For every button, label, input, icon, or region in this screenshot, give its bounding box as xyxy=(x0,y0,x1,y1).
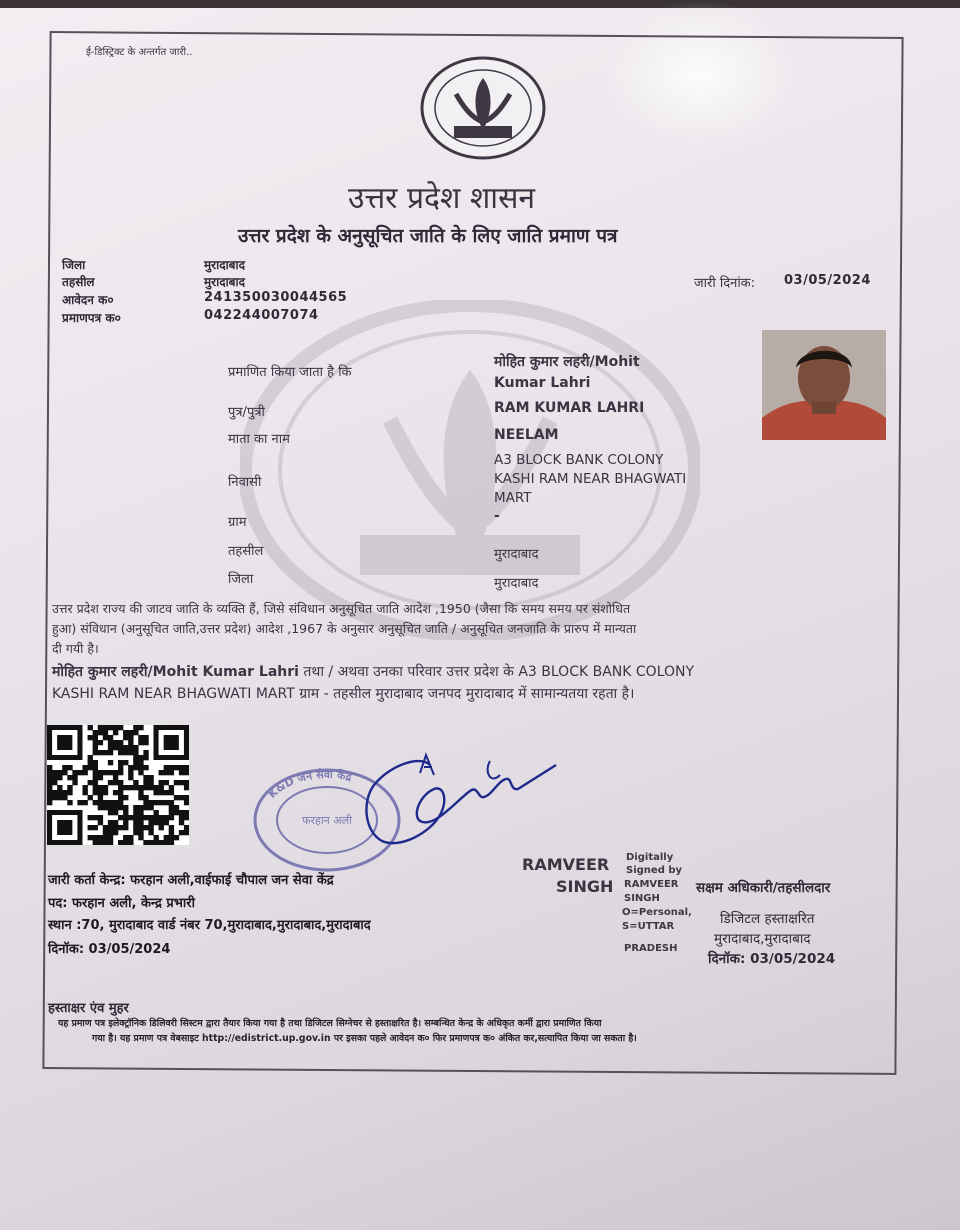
digital-sign-detail-4: SINGH xyxy=(624,893,660,904)
certificate-number-label: प्रमाणपत्र क० xyxy=(62,311,121,325)
relation-label: पुत्र/पुत्री xyxy=(228,405,265,420)
resident-label: निवासी xyxy=(228,475,262,490)
mother-label: माता का नाम xyxy=(228,432,290,447)
signer-name-line2: SINGH xyxy=(556,877,614,896)
village-value: - xyxy=(494,508,500,524)
digital-sign-detail-2: Signed by xyxy=(626,865,683,876)
authority-signed: डिजिटल हस्ताक्षरित xyxy=(720,911,815,927)
sign-and-seal-label: हस्ताक्षर एंव मुहर xyxy=(48,1001,129,1016)
certificate-number: 042244007074 xyxy=(204,308,319,323)
authority-place: मुरादाबाद,मुरादाबाद xyxy=(714,931,811,947)
field-tehsil-label: तहसील xyxy=(228,544,264,559)
digital-sign-detail-6: S=UTTAR xyxy=(622,921,675,932)
qr-code[interactable] xyxy=(47,725,189,845)
signer-name-line1: RAMVEER xyxy=(522,855,610,874)
stamp-ring-text: K&D जन सेवा केंद्र xyxy=(265,768,353,801)
handwritten-signature xyxy=(360,745,560,855)
digital-sign-detail-1: Digitally xyxy=(626,852,674,863)
caste-statement-line1: उत्तर प्रदेश राज्य की जाटव जाति के व्यक्ति हैं, जिसे संविधान अनुसूचित जाति आदेश ,1950 (जैसा कि समय समय पर संशोधित xyxy=(52,601,631,616)
stamp-center-text: फरहान अली xyxy=(302,814,352,827)
tehsil-label: तहसील xyxy=(62,275,95,289)
applicant-name-line1: मोहित कुमार लहरी/Mohit xyxy=(494,354,640,370)
up-government-seal xyxy=(420,56,546,160)
caste-statement-line3: दी गयी है। xyxy=(52,641,99,656)
footer-note-line1: यह प्रमाण पत्र इलेक्ट्रॉनिक डिलिवरी सिस्टम द्वारा तैयार किया गया है तथा डिजिटल सिग्नेचर से हस्ताक्षरित है। सम्बन्धित केन्द्र के अधिकृत कर्मी द्वारा प्रमाणित किया xyxy=(58,1018,602,1029)
tehsil-value: मुरादाबाद xyxy=(204,275,246,289)
applicant-portrait xyxy=(762,330,886,440)
residence-line1 xyxy=(52,662,694,681)
issuer-place: स्थान :70, मुरादाबाद वार्ड नंबर 70,मुरादाबाद,मुरादाबाद,मुरादाबाद xyxy=(48,918,371,933)
address-line3: MART xyxy=(494,490,532,506)
field-district-value: मुरादाबाद xyxy=(494,576,539,591)
address-line2: KASHI RAM NEAR BHAGWATI xyxy=(494,471,687,487)
issuer-date: दिनॉक: 03/05/2024 xyxy=(48,942,171,957)
applicant-photo xyxy=(762,330,886,440)
address-line1: A3 BLOCK BANK COLONY xyxy=(494,452,664,468)
issue-date: 03/05/2024 xyxy=(784,273,871,288)
issue-date-label: जारी दिनांक: xyxy=(694,276,756,291)
qr-code-graphic xyxy=(47,725,189,845)
residence-text: तथा / अथवा उनका परिवार उत्तर प्रदेश के A3 BLOCK BANK COLONY xyxy=(303,664,695,680)
field-tehsil-value: मुरादाबाद xyxy=(494,547,539,562)
district-label: जिला xyxy=(62,258,86,272)
issuing-center: जारी कर्ता केन्द्र: फरहान अली,वाईफाई चौपाल जन सेवा केंद्र xyxy=(48,873,334,888)
digital-sign-detail-7: PRADESH xyxy=(624,943,678,954)
photo-edge-shadow xyxy=(0,0,960,8)
village-label: ग्राम xyxy=(228,515,247,530)
digital-sign-detail-3: RAMVEER xyxy=(624,879,679,890)
footer-note-line2: गया है। यह प्रमाण पत्र वेबसाइट http://edistrict.up.gov.in पर इसका पहले आवेदन क० फिर प्रमाणपत्र क० अंकित कर,सत्यापित किया जा सकता है। xyxy=(92,1033,637,1044)
certificate-subtitle: उत्तर प्रदेश के अनुसूचित जाति के लिए जाति प्रमाण पत्र xyxy=(238,225,618,247)
certified-label: प्रमाणित किया जाता है कि xyxy=(228,365,352,380)
district-value: मुरादाबाद xyxy=(204,258,246,272)
digital-sign-detail-5: O=Personal, xyxy=(622,907,692,918)
field-district-label: जिला xyxy=(228,572,254,587)
application-label: आवेदन क० xyxy=(62,293,114,307)
residence-name: मोहित कुमार लहरी/Mohit Kumar Lahri xyxy=(52,664,299,680)
page-title: उत्तर प्रदेश शासन xyxy=(348,181,536,216)
mother-name: NEELAM xyxy=(494,427,559,443)
authority-date: दिनॉक: 03/05/2024 xyxy=(708,951,836,967)
authority-designation: सक्षम अधिकारी/तहसीलदार xyxy=(696,880,831,896)
caste-statement-line2: हुआ) संविधान (अनुसूचित जाति,उत्तर प्रदेश) आदेश ,1967 के अनुसार अनुसूचित जाति / अनुसूचित जनजाति के प्रारुप में मान्यता xyxy=(52,621,637,636)
father-name: RAM KUMAR LAHRI xyxy=(494,400,645,416)
issuer-post: पद: फरहान अली, केन्द्र प्रभारी xyxy=(48,896,195,911)
application-number: 241350030044565 xyxy=(204,290,348,305)
residence-line2: KASHI RAM NEAR BHAGWATI MART ग्राम - तहसील मुरादाबाद जनपद मुरादाबाद में सामान्यतया रहता है। xyxy=(52,686,635,702)
applicant-name-line2: Kumar Lahri xyxy=(494,375,591,391)
top-note: ई-डिस्ट्रिक्ट के अन्तर्गत जारी.. xyxy=(86,47,193,58)
